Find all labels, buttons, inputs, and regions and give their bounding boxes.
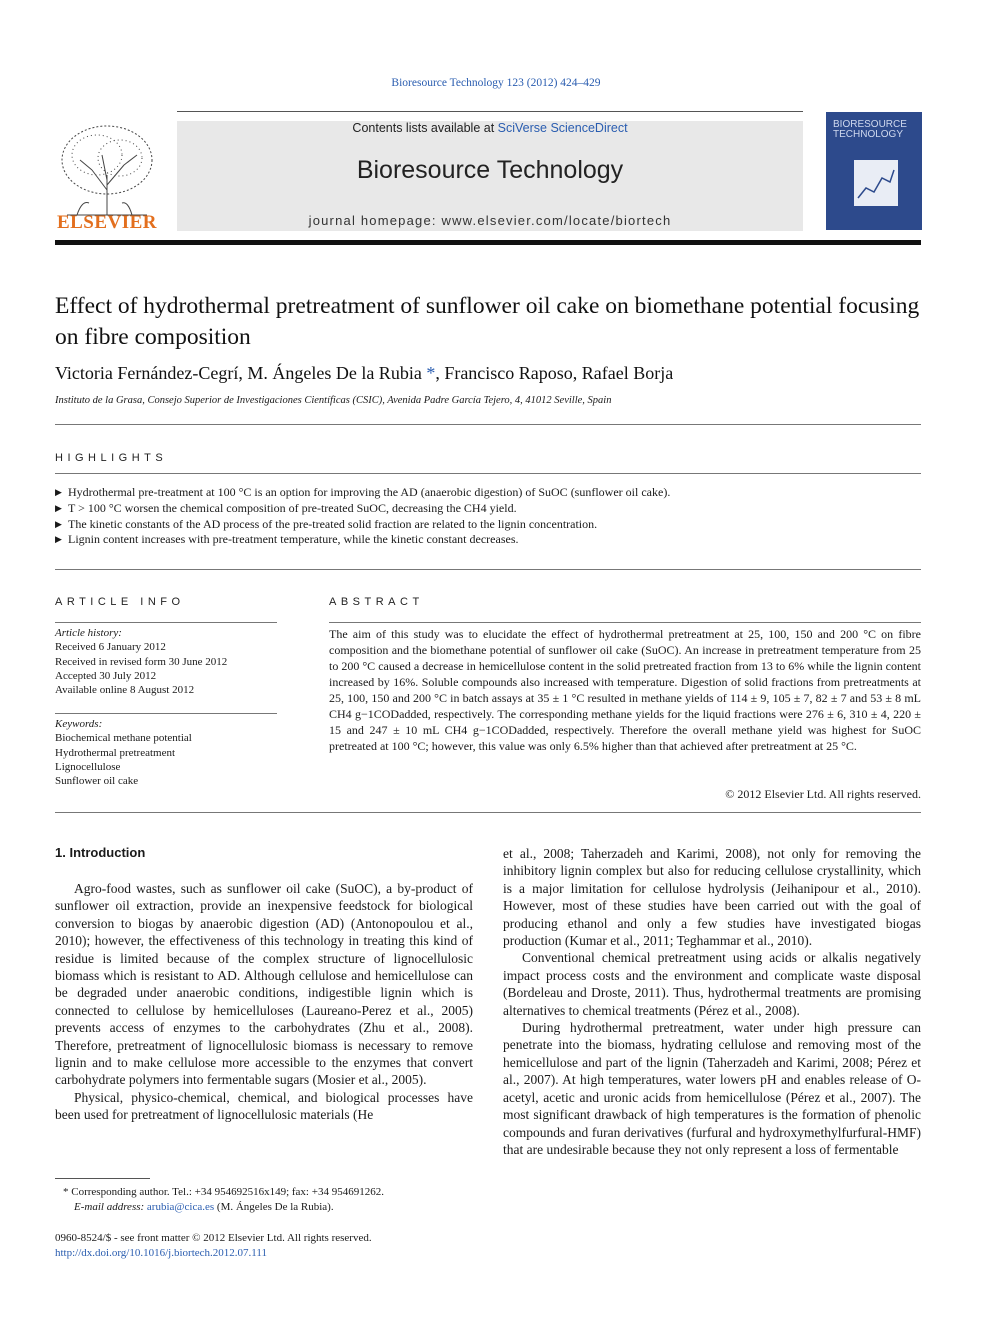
contents-prefix: Contents lists available at	[352, 121, 498, 135]
keyword: Sunflower oil cake	[55, 775, 139, 788]
history-item: Received in revised form 30 June 2012	[55, 655, 228, 668]
triangle-bullet-icon: ▶	[55, 518, 62, 529]
article-info-heading: ARTICLE INFO	[55, 596, 185, 608]
article-history	[55, 626, 277, 697]
cover-title	[833, 120, 917, 140]
sciencedirect-link[interactable]: SciVerse ScienceDirect	[497, 121, 628, 135]
cover-title-line-2: TECHNOLOGY	[833, 129, 904, 140]
paragraph: During hydrothermal pretreatment, water under high pressure can penetrate into the biomass, hydrating cellulose and removing most of the hemicellulose and part of the lignin (Taherzadeh and Karimi, 2008; Pérez et al., 2007). At high temperatures, water lowers pH and enables release of O-acetyl, acetic and uronic acids from hemicellulose (Pérez et al., 2007). The most significant drawback of high temperatures is the formation of phenolic compounds and furan derivatives (furfural and hydroxymethylfurfural-HMF) that are undesirable because they not only represent a loss of fermentable	[503, 1020, 921, 1157]
section-heading: 1. Introduction	[55, 845, 146, 860]
paragraph: Physical, physico-chemical, chemical, and biological processes have been used for pretreatment of lignocellulosic materials (He	[55, 1089, 473, 1123]
affiliation: Instituto de la Grasa, Consejo Superior de Investigaciones Científicas (CSIC), Avenida Padre García Tejero, 4, 41012 Seville, Spain	[55, 395, 612, 406]
history-item: Available online 8 August 2012	[55, 684, 195, 697]
highlight-item	[55, 517, 921, 533]
doi-link[interactable]: http://dx.doi.org/10.1016/j.biortech.2012.07.111	[55, 1246, 267, 1259]
history-item: Accepted 30 July 2012	[55, 669, 157, 682]
author-list	[55, 363, 921, 384]
email-note	[55, 1200, 475, 1215]
journal-citation[interactable]: Bioresource Technology 123 (2012) 424–429	[391, 77, 601, 89]
footnote	[55, 1185, 475, 1214]
corresponding-author-note: * Corresponding author. Tel.: +34 954692516x149; fax: +34 954691262.	[63, 1186, 384, 1198]
triangle-bullet-icon: ▶	[55, 487, 62, 497]
highlight-item	[55, 501, 921, 517]
authors-part-1: Victoria Fernández-Cegrí, M. Ángeles De la Rubia	[55, 363, 422, 383]
cover-title-line-1: BIORESOURCE	[833, 119, 907, 130]
paragraph: Agro-food wastes, such as sunflower oil cake (SuOC), a by-product of sunflower oil extraction, provide an inexpensive feedstock for biological conversion to biogas by anaerobic digestion (AD) (Antonopoulou et al., 2010); however, the effectiveness of this technology in treating this kind of residue is limited because of the complex structure of lignocellulosic biomass which is resistant to AD. Although cellulose and hemicellulose can be degraded under anaerobic conditions, indigestible lignin which is connected to cellulose by hemicelluloses (Laureano-Perez et al., 2005) prevents access of enzymes to the carbohydrates (Zhu et al., 2008). Therefore, pretreatment of lignocellulosic biomass is necessary to remove lignin and to make cellulose more accessible to the enzymes that convert carbohydrate polymers into fermentable sugars (Mosier et al., 2005).	[55, 881, 473, 1088]
email-link[interactable]: arubia@cica.es	[146, 1200, 215, 1213]
history-label: Article history:	[55, 627, 122, 639]
keywords-block	[55, 717, 277, 788]
abstract-text: The aim of this study was to elucidate the effect of hydrothermal pretreatment at 25, 100, 150 and 200 °C on fibre composition and the biomethane potential of sunflower oil cake (SuOC). An increase in pretreatment temperature from 25 to 200 °C caused a decrease in hemicellulose content in the solid pretreated fraction from 13 to 6% while the lignin content increased by 16%. Soluble compounds also increased with temperature. Digestion of solid fractions from pretreatments at 25, 100, 150 and 200 °C in batch assays at 35 ± 1 °C resulted in methane yields of 114 ± 9, 105 ± 7, 82 ± 7 and 53 ± 8 mL CH4 g−1CODadded, respectively. The corresponding methane yields for the liquid fractions were 276 ± 6, 310 ± 4, 220 ± 15 and 247 ± 10 mL CH4 g−1CODadded, respectively. Therefore the overall methane yield was highest for SuOC pretreated at 100 °C; however, this value was only 6.5% higher than that achieved after pretreatment at 25 °C.	[329, 627, 921, 753]
highlight-text: The kinetic constants of the AD process of the pre-treated solid fraction are related to the lignin concentration.	[68, 516, 598, 531]
highlight-item	[55, 485, 921, 501]
history-item: Received 6 January 2012	[55, 641, 166, 654]
highlight-text: Hydrothermal pre-treatment at 100 °C is an option for improving the AD (anaerobic digestion) of SuOC (sunflower oil cake).	[68, 485, 671, 499]
keyword: Hydrothermal pretreatment	[55, 746, 176, 759]
contents-line	[177, 121, 803, 135]
keyword: Lignocellulose	[55, 760, 121, 773]
corresponding-author-mark[interactable]: *	[421, 363, 436, 383]
paragraph: Conventional chemical pretreatment using acids or alkalis negatively impact process costs and the environment and complicate waste disposal (Bordeleau and Droste, 2011). Thus, hydrothermal treatments are promising alternatives to chemical treatments (Pérez et al., 2008).	[503, 950, 921, 1018]
journal-name: Bioresource Technology	[356, 156, 624, 184]
keywords-label: Keywords:	[55, 718, 103, 730]
keyword: Biochemical methane potential	[55, 732, 192, 745]
journal-homepage[interactable]: journal homepage: www.elsevier.com/locate/biortech	[308, 213, 672, 228]
divider	[55, 713, 277, 714]
highlights-list	[55, 485, 921, 548]
divider	[55, 569, 921, 570]
divider	[55, 473, 921, 474]
triangle-bullet-icon: ▶	[55, 502, 62, 513]
elsevier-wordmark: ELSEVIER	[56, 212, 158, 233]
cover-graphic	[854, 160, 898, 206]
divider	[55, 424, 921, 425]
highlight-text: T > 100 °C worsen the chemical composition of pre-treated SuOC, decreasing the CH4 yield.	[68, 500, 517, 515]
divider	[55, 622, 277, 623]
article-title: Effect of hydrothermal pretreatment of sunflower oil cake on biomethane potential focusing on fibre composition	[55, 293, 920, 350]
footnote-rule	[55, 1178, 150, 1179]
highlight-text: Lignin content increases with pre-treatment temperature, while the kinetic constant decreases.	[68, 532, 519, 547]
issn-line: 0960-8524/$ - see front matter © 2012 Elsevier Ltd. All rights reserved.	[55, 1232, 372, 1244]
left-column	[55, 880, 473, 1124]
page-bottom	[55, 1231, 475, 1260]
divider	[55, 812, 921, 813]
right-column	[503, 845, 921, 1158]
paragraph: et al., 2008; Taherzadeh and Karimi, 2008), not only for removing the inhibitory lignin complex but also for reducing cellulose crystallinity, which is a major limitation for cellulose hydrolysis (Jeihanipour et al., 2010). However, most of these studies have been carried out with the goal of producing ethanol and only a few studies have investigated biogas production (Kumar et al., 2011; Teghammar et al., 2010).	[503, 846, 921, 949]
highlight-item	[55, 532, 921, 548]
header-divider	[177, 111, 803, 112]
triangle-bullet-icon: ▶	[55, 534, 62, 545]
email-label: E-mail address:	[74, 1200, 147, 1213]
header-thick-rule	[55, 240, 921, 245]
email-suffix: (M. Ángeles De la Rubia).	[214, 1200, 334, 1213]
divider	[329, 622, 921, 623]
authors-part-2: , Francisco Raposo, Rafael Borja	[435, 363, 674, 383]
abstract-heading: ABSTRACT	[329, 596, 424, 608]
abstract-copyright: © 2012 Elsevier Ltd. All rights reserved.	[725, 787, 921, 801]
highlights-heading: HIGHLIGHTS	[55, 452, 168, 464]
